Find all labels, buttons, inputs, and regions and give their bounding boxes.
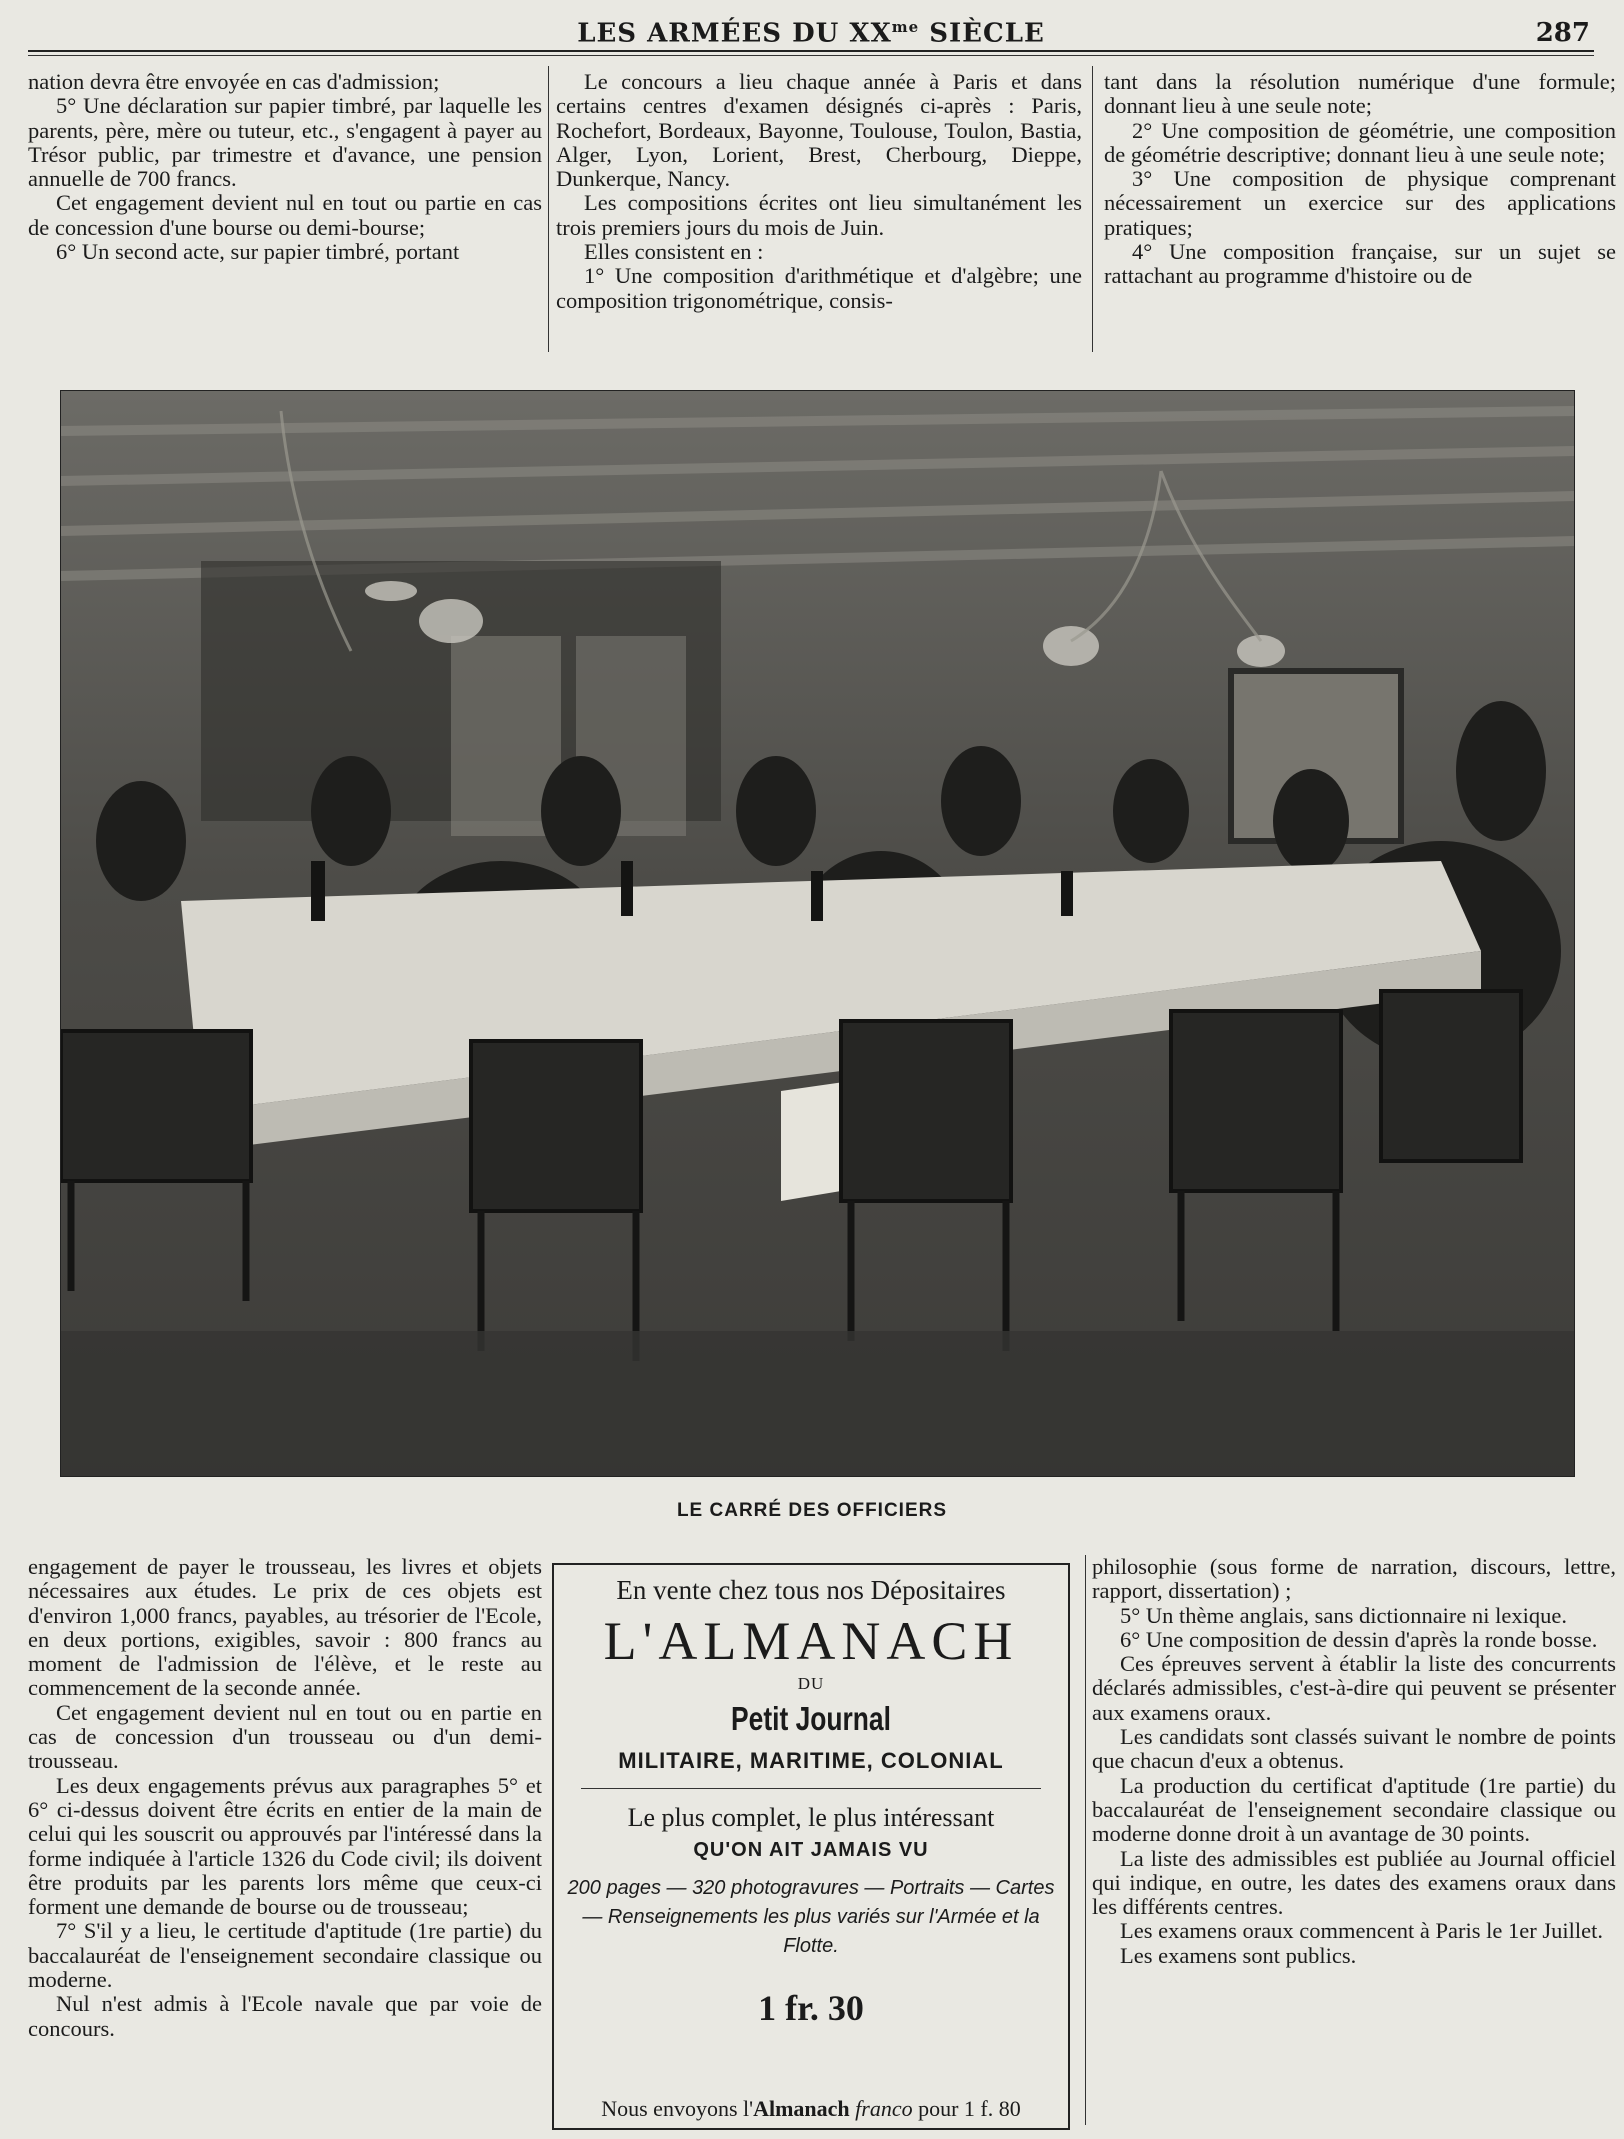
header-rule bbox=[28, 50, 1594, 52]
ad-line-depositaires: En vente chez tous nos Dépositaires bbox=[616, 1575, 1006, 1605]
paragraph: Ces épreuves servent à établir la liste des concurrents déclarés admissibles, c'est-à-dire qui peuvent se présenter aux examens oraux. bbox=[1092, 1651, 1616, 1725]
ad-footer bbox=[554, 2096, 1068, 2122]
title-end: SIÈCLE bbox=[919, 18, 1045, 49]
ad-price: 1 fr. 30 bbox=[758, 1988, 864, 2028]
page-title bbox=[28, 18, 1594, 49]
ad-line-jamais-vu: QU'ON AIT JAMAIS VU bbox=[693, 1839, 929, 1861]
ad-contents: 200 pages — 320 photogravures — Portraits — Cartes — Renseignements les plus variés sur l'Armée et la Flotte. bbox=[567, 1877, 1055, 1957]
paragraph: Les examens sont publics. bbox=[1120, 1942, 1357, 1968]
ad-footer-franco: franco bbox=[849, 2096, 913, 2121]
ad-title-petit-journal: Petit Journal bbox=[731, 1700, 891, 1737]
bottom-column-1 bbox=[28, 1555, 542, 2041]
bottom-column-3 bbox=[1092, 1555, 1616, 1968]
paragraph: Les examens oraux commencent à Paris le 1er Juillet. bbox=[1120, 1918, 1603, 1944]
paragraph: Cet engagement devient nul en tout ou en partie en cas de concession d'un trousseau ou d'un demi-trousseau. bbox=[28, 1699, 542, 1774]
page-number: 287 bbox=[1535, 18, 1590, 48]
top-column-1 bbox=[28, 70, 542, 264]
paragraph: nation devra être envoyée en cas d'admission; bbox=[28, 69, 440, 94]
top-column-3 bbox=[1104, 70, 1616, 289]
ad-line-du: DU bbox=[797, 1674, 825, 1693]
paragraph: Les compositions écrites ont lieu simultanément les trois premiers jours du mois de Juin. bbox=[556, 190, 1082, 240]
paragraph: 1° Une composition d'arithmétique et d'algèbre; une composition trigonométrique, consis- bbox=[556, 263, 1082, 313]
paragraph: Cet engagement devient nul en tout ou partie en cas de concession d'une bourse ou demi-bourse; bbox=[28, 190, 542, 240]
paragraph: 3° Une composition de physique comprenant nécessairement un exercice sur des applications pratiques; bbox=[1104, 166, 1616, 240]
paragraph: 5° Une déclaration sur papier timbré, par laquelle les parents, père, mère ou tuteur, etc., s'engagent à payer au Trésor public, par trimestre et d'avance, une pension annuelle de 700 francs. bbox=[28, 93, 542, 192]
paragraph: Le concours a lieu chaque année à Paris et dans certains centres d'examen désignés ci-après : Paris, Rochefort, Bordeaux, Bayonne, Toulouse, Toulon, Bastia, Alger, Lyon, Lorient, Brest, Cherbourg, Dieppe, Dunkerque, Nancy. bbox=[556, 69, 1082, 192]
paragraph: engagement de payer le trousseau, les livres et objets nécessaires aux études. Le prix de ces objets est d'environ 1,000 francs, payables, au trésorier de l'Ecole, en deux portions, exigibles, savoir : 800 francs au moment de l'admission de l'élève, et le reste au commencement de la seconde année. bbox=[28, 1554, 542, 1701]
column-divider bbox=[548, 66, 549, 352]
paragraph: Les candidats sont classés suivant le nombre de points que chacun d'eux a obtenus. bbox=[1092, 1724, 1616, 1774]
ad-line-complet: Le plus complet, le plus intéressant bbox=[627, 1803, 995, 1832]
paragraph: 6° Un second acte, sur papier timbré, portant bbox=[56, 239, 460, 265]
paragraph: 2° Une composition de géométrie, une composition de géométrie descriptive; donnant lieu à une seule note; bbox=[1104, 117, 1616, 167]
ad-subtitle: MILITAIRE, MARITIME, COLONIAL bbox=[618, 1748, 1004, 1773]
paragraph: 5° Un thème anglais, sans dictionnaire ni lexique. bbox=[1120, 1602, 1568, 1628]
ad-footer-a: Nous envoyons l' bbox=[601, 2096, 754, 2121]
photo-caption: LE CARRÉ DES OFFICIERS bbox=[676, 1500, 948, 1521]
officers-mess-photo bbox=[60, 390, 1575, 1477]
almanach-advertisement bbox=[552, 1563, 1070, 2130]
paragraph: La liste des admissibles est publiée au Journal officiel qui indique, en outre, les dates des examens oraux dans les différents centres. bbox=[1092, 1845, 1616, 1920]
column-divider bbox=[1092, 66, 1093, 352]
title-superscript: me bbox=[891, 18, 920, 36]
paragraph: Elles consistent en : bbox=[584, 239, 764, 265]
ad-footer-almanach: Almanach bbox=[753, 2096, 850, 2121]
column-divider bbox=[1085, 1555, 1086, 2125]
paragraph: Nul n'est admis à l'Ecole navale que par voie de concours. bbox=[28, 1991, 542, 2041]
paragraph: 6° Une composition de dessin d'après la ronde bosse. bbox=[1120, 1626, 1598, 1652]
ad-footer-price: pour 1 f. 80 bbox=[912, 2096, 1021, 2121]
paragraph: philosophie (sous forme de narration, discours, lettre, rapport, dissertation) ; bbox=[1092, 1554, 1616, 1604]
paragraph: 7° S'il y a lieu, le certitude d'aptitude (1re partie) du baccalauréat de l'enseignement secondaire classique ou moderne. bbox=[28, 1918, 542, 1993]
photo-illustration bbox=[61, 391, 1575, 1477]
title-main: LES ARMÉES DU XX bbox=[577, 18, 892, 49]
paragraph: tant dans la résolution numérique d'une formule; donnant lieu à une seule note; bbox=[1104, 69, 1616, 119]
paragraph: La production du certificat d'aptitude (1re partie) du baccalauréat de l'enseignement secondaire classique ou moderne donne droit à un avantage de 30 points. bbox=[1092, 1772, 1616, 1847]
ad-title-almanach: L'ALMANACH bbox=[603, 1611, 1019, 1671]
ad-divider bbox=[581, 1788, 1041, 1789]
paragraph: 4° Une composition française, sur un sujet se rattachant au programme d'histoire ou de bbox=[1104, 239, 1616, 289]
top-column-2 bbox=[556, 70, 1082, 313]
header-rule-thin bbox=[28, 55, 1594, 56]
paragraph: Les deux engagements prévus aux paragraphes 5° et 6° ci-dessus doivent être écrits en entier de la main de celui qui les souscrit ou approuvés par l'intéressé dans la forme indiquée à l'article 1326 du Code civil; ils doivent être produits par les parents lors même que ceux-ci forment une demande de bourse ou de trousseau; bbox=[28, 1772, 542, 1920]
